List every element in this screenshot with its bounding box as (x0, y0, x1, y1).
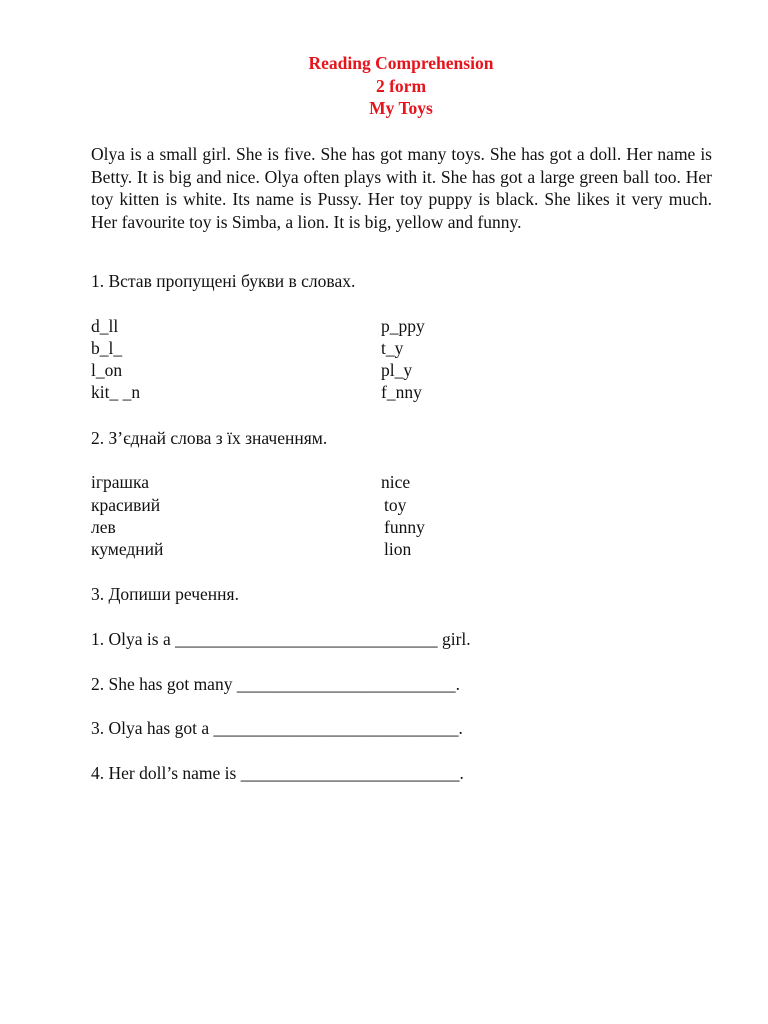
task1-right-word: p_ppy (381, 316, 425, 336)
worksheet-title: Reading Comprehension (308, 53, 494, 73)
task1-left-word: d_ll (91, 316, 119, 336)
task1-instruction: 1. Встав пропущені букви в словах. (91, 271, 356, 291)
task1-right-word: pl_y (381, 360, 413, 380)
worksheet-form: 2 form (375, 75, 427, 96)
task2-ukrainian-word: іграшка (91, 472, 150, 492)
worksheet-header (0, 52, 768, 120)
task1-left-word: kit_ _n (91, 382, 141, 402)
task3-sentence: 2. She has got many _________________________. (91, 674, 460, 694)
task2-english-word: nice (381, 472, 411, 492)
task1-left-word: l_on (91, 360, 123, 380)
task3-sentence: 3. Olya has got a ____________________________. (91, 718, 463, 738)
task3-sentence: 1. Olya is a ______________________________ girl. (91, 629, 471, 649)
task2-ukrainian-word: кумедний (91, 539, 164, 559)
worksheet-subtitle: My Toys (369, 98, 433, 118)
task2-ukrainian-word: лев (91, 517, 116, 537)
task1-right-word: f_nny (381, 382, 422, 402)
task2-english-word: toy (384, 495, 407, 515)
task2-ukrainian-word: красивий (91, 495, 161, 515)
task1-left-word: b_l_ (91, 338, 123, 358)
reading-passage: Olya is a small girl. She is five. She has got many toys. She has got a doll. Her name is Betty. It is big and nice. Olya often plays with it. She has got a large green ball too. Her toy kitten is white. Its name is Pussy. Her toy puppy is black. She likes it very much. Her favourite toy is Simba, a lion. It is big, yellow and funny. (91, 144, 712, 232)
task2-instruction: 2. З’єднай слова з їх значенням. (91, 428, 328, 448)
task2-english-word: funny (384, 517, 425, 537)
task2-english-word: lion (384, 539, 412, 559)
task1-right-word: t_y (381, 338, 404, 358)
task3-sentence: 4. Her doll’s name is _________________________. (91, 763, 464, 783)
task3-instruction: 3. Допиши речення. (91, 584, 239, 604)
